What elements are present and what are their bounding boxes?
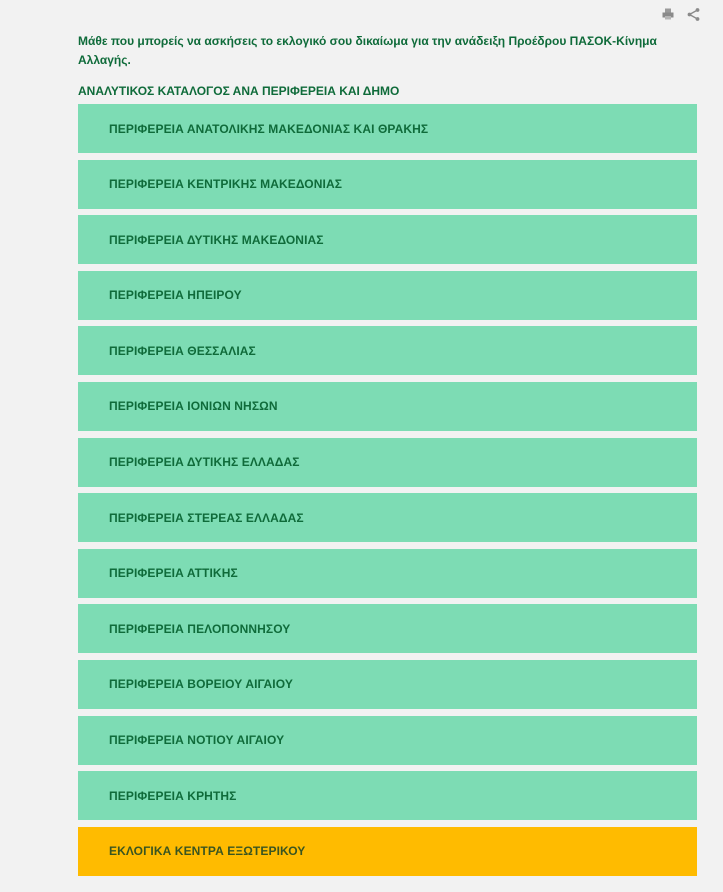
print-icon[interactable] — [660, 6, 676, 22]
region-item-voreiou-aigaiou[interactable] — [78, 660, 697, 709]
region-list — [78, 104, 697, 876]
region-label: ΠΕΡΙΦΕΡΕΙΑ ΔΥΤΙΚΗΣ ΕΛΛΑΔΑΣ — [109, 455, 300, 470]
region-label: ΠΕΡΙΦΕΡΕΙΑ ΗΠΕΙΡΟΥ — [109, 288, 242, 303]
region-label: ΠΕΡΙΦΕΡΕΙΑ ΘΕΣΣΑΛΙΑΣ — [109, 343, 256, 358]
region-item-anatolikis-makedonias-thrakis[interactable] — [78, 104, 697, 153]
region-label: ΕΚΛΟΓΙΚΑ ΚΕΝΤΡΑ ΕΞΩΤΕΡΙΚΟΥ — [109, 844, 306, 859]
region-item-ionion-nison[interactable] — [78, 382, 697, 431]
region-label: ΠΕΡΙΦΕΡΕΙΑ ΑΝΑΤΟΛΙΚΗΣ ΜΑΚΕΔΟΝΙΑΣ ΚΑΙ ΘΡΑΚΗΣ — [109, 121, 429, 136]
region-item-dytikis-elladas[interactable] — [78, 438, 697, 487]
region-label: ΠΕΡΙΦΕΡΕΙΑ ΝΟΤΙΟΥ ΑΙΓΑΙΟΥ — [109, 733, 285, 748]
region-item-abroad-centers[interactable] — [78, 827, 697, 876]
region-item-kritis[interactable] — [78, 771, 697, 820]
region-item-peloponnisou[interactable] — [78, 604, 697, 653]
main-content — [78, 32, 697, 882]
region-label: ΠΕΡΙΦΕΡΕΙΑ ΚΕΝΤΡΙΚΗΣ ΜΑΚΕΔΟΝΙΑΣ — [109, 177, 343, 192]
region-label: ΠΕΡΙΦΕΡΕΙΑ ΚΡΗΤΗΣ — [109, 788, 237, 803]
region-label: ΠΕΡΙΦΕΡΕΙΑ ΙΟΝΙΩΝ ΝΗΣΩΝ — [109, 399, 278, 414]
region-item-notiou-aigaiou[interactable] — [78, 716, 697, 765]
region-label: ΠΕΡΙΦΕΡΕΙΑ ΑΤΤΙΚΗΣ — [109, 566, 238, 581]
region-item-attikis[interactable] — [78, 549, 697, 598]
region-item-kentrikis-makedonias[interactable] — [78, 160, 697, 209]
region-item-stereas-elladas[interactable] — [78, 493, 697, 542]
region-label: ΠΕΡΙΦΕΡΕΙΑ ΔΥΤΙΚΗΣ ΜΑΚΕΔΟΝΙΑΣ — [109, 232, 324, 247]
region-item-dytikis-makedonias[interactable] — [78, 215, 697, 264]
region-item-ipeirou[interactable] — [78, 271, 697, 320]
intro-text: Μάθε που μπορείς να ασκήσεις το εκλογικό σου δικαίωμα για την ανάδειξη Προέδρου ΠΑΣΟΚ-Κίνημα Αλλαγής. — [78, 34, 657, 67]
region-label: ΠΕΡΙΦΕΡΕΙΑ ΒΟΡΕΙΟΥ ΑΙΓΑΙΟΥ — [109, 677, 293, 692]
region-label: ΠΕΡΙΦΕΡΕΙΑ ΣΤΕΡΕΑΣ ΕΛΛΑΔΑΣ — [109, 510, 304, 525]
region-label: ΠΕΡΙΦΕΡΕΙΑ ΠΕΛΟΠΟΝΝΗΣΟΥ — [109, 621, 291, 636]
section-title: ΑΝΑΛΥΤΙΚΟΣ ΚΑΤΑΛΟΓΟΣ ΑΝΑ ΠΕΡΙΦΕΡΕΙΑ ΚΑΙ ΔΗΜΟ — [78, 84, 400, 98]
region-item-thessalias[interactable] — [78, 326, 697, 375]
article-toolbar — [660, 6, 701, 22]
share-icon[interactable] — [685, 6, 701, 22]
